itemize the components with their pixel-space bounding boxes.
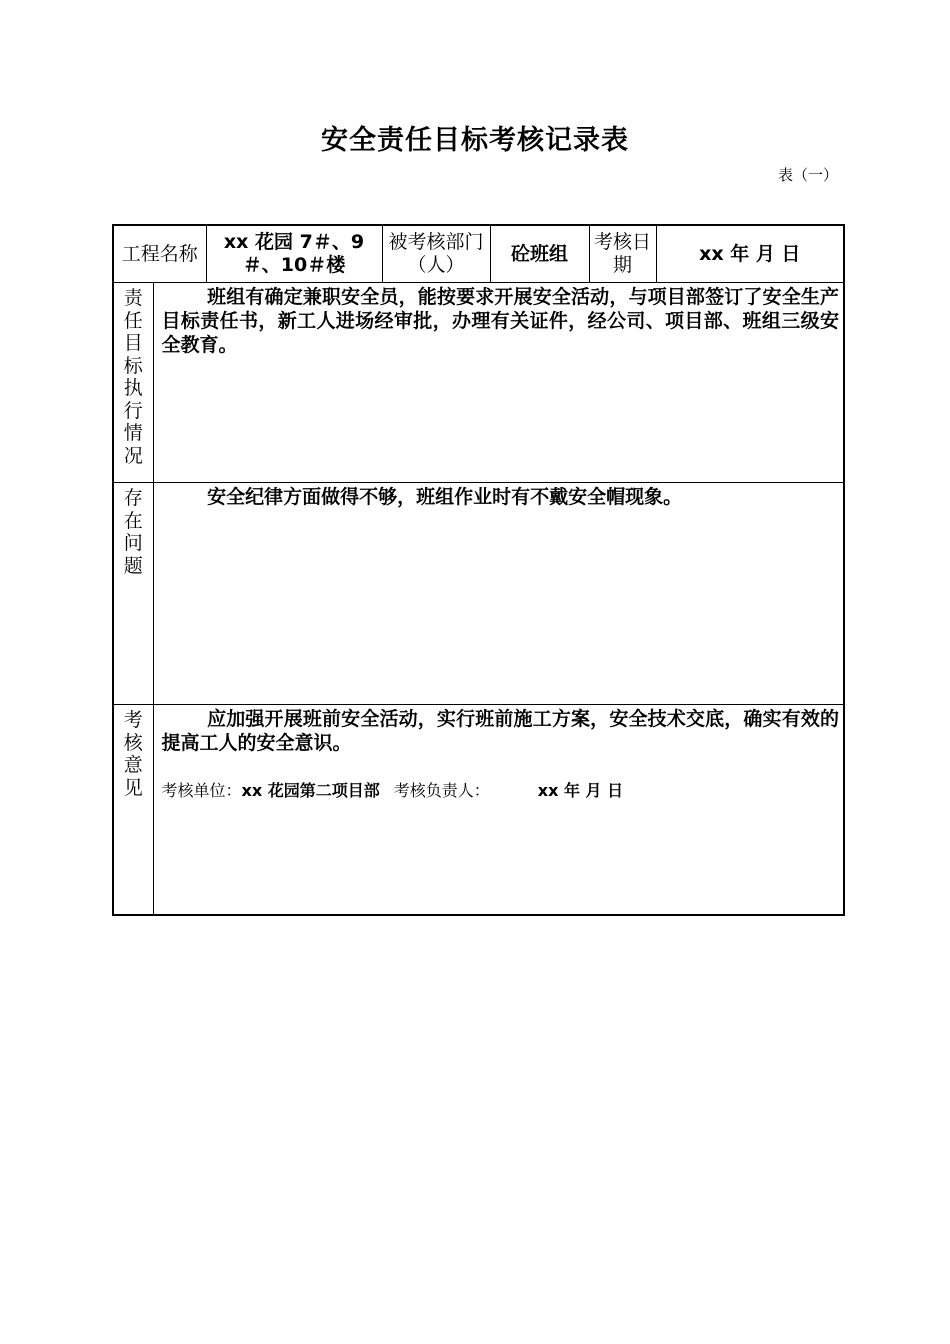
execution-label: 责 任 目 标 执 行 情 况	[113, 283, 153, 483]
issues-text: 安全纪律方面做得不够，班组作业时有不戴安全帽现象。	[207, 486, 683, 508]
form-number: 表（一）	[777, 166, 838, 184]
opinion-text: 应加强开展班前安全活动，实行班前施工方案，安全技术交底，确实有效的提高工人的安全意识。	[161, 708, 840, 754]
signature-line	[162, 779, 840, 803]
assessed-dept-value: 砼班组	[490, 225, 589, 283]
signature-date: xx 年 月 日	[537, 781, 624, 800]
assessed-dept-label: 被考核部门（人）	[382, 225, 490, 283]
execution-row	[113, 283, 844, 483]
opinion-content	[153, 705, 844, 915]
unit-label: 考核单位：	[161, 781, 242, 800]
issues-content	[153, 483, 844, 705]
opinion-row	[113, 705, 844, 915]
assessment-date-label: 考核日期	[589, 225, 656, 283]
header-row	[113, 225, 844, 283]
issues-row	[113, 483, 844, 705]
project-name-label: 工程名称	[113, 225, 206, 283]
execution-content	[153, 283, 844, 483]
issues-label: 存 在 问 题	[113, 483, 153, 705]
responsible-person-label: 考核负责人：	[393, 781, 490, 800]
project-name-value: xx 花园 7＃、9＃、10＃楼	[206, 225, 382, 283]
unit-value: xx 花园第二项目部	[241, 781, 380, 800]
document-title: 安全责任目标考核记录表	[321, 125, 629, 156]
execution-text: 班组有确定兼职安全员，能按要求开展安全活动，与项目部签订了安全生产目标责任书，新工人进场经审批，办理有关证件，经公司、项目部、班组三级安全教育。	[161, 286, 840, 356]
opinion-label: 考 核 意 见	[113, 705, 153, 915]
assessment-table	[112, 224, 845, 916]
assessment-date-value: xx 年 月 日	[656, 225, 844, 283]
